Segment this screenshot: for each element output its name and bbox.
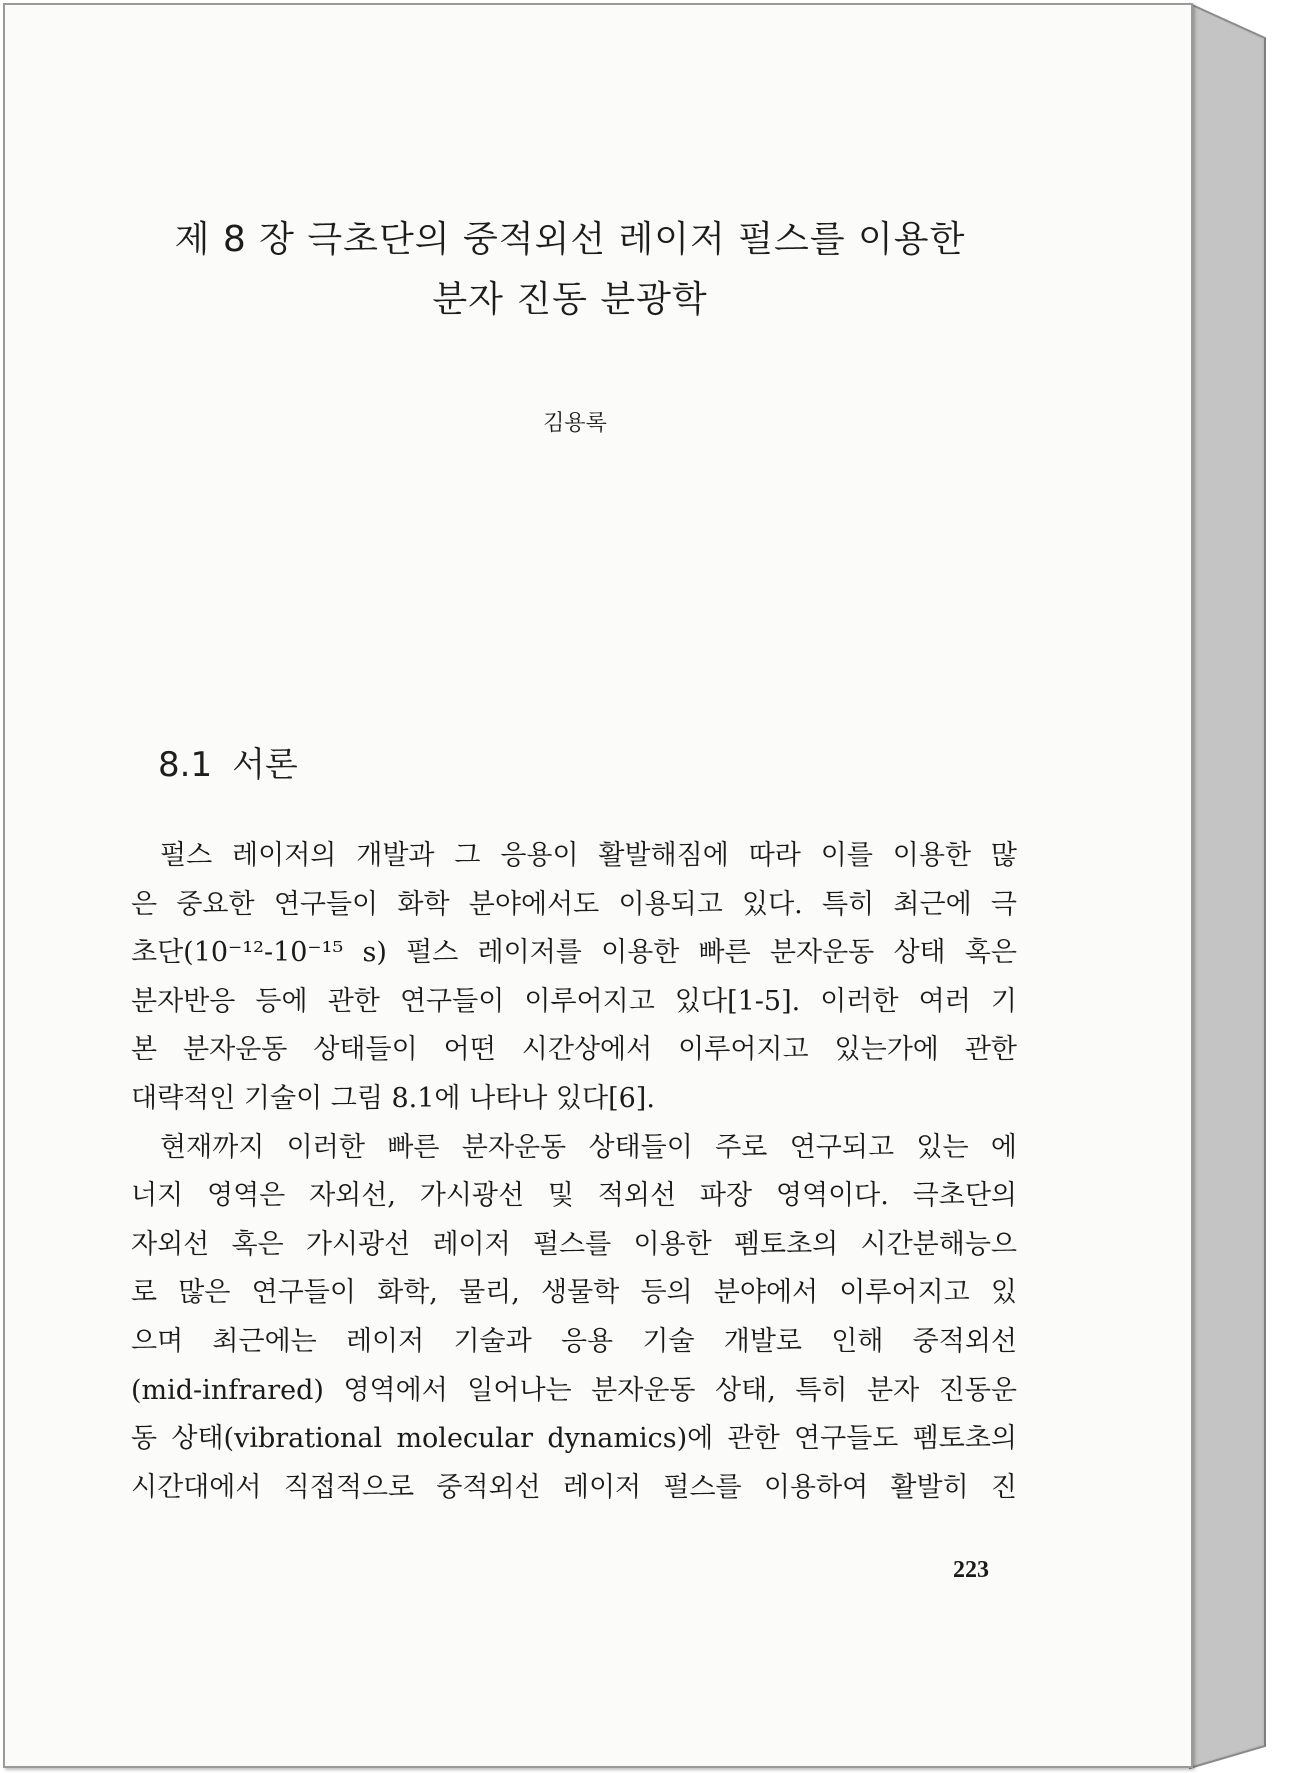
- text-line: 대략적인 기술이 그림 8.1에 나타나 있다[6].: [131, 1082, 655, 1114]
- page-number: 223: [953, 1557, 989, 1583]
- text-line: 분자반응 등에 관한 연구들이 이루어지고 있다[1-5]. 이러한 여러 기: [131, 985, 1017, 1017]
- text-line: 현재까지 이러한 빠른 분자운동 상태들이 주로 연구되고 있는 에: [160, 1131, 1017, 1163]
- section-heading: [158, 737, 318, 786]
- text-line: 시간대에서 직접적으로 중적외선 레이저 펄스를 이용하여 활발히 진: [131, 1471, 1017, 1503]
- section-number: 8.1: [158, 745, 213, 785]
- text-line: 너지 영역은 자외선, 가시광선 및 적외선 파장 영역이다. 극초단의: [131, 1180, 1017, 1212]
- paragraph-2: [131, 1124, 1017, 1513]
- text-line: 로 많은 연구들이 화학, 물리, 생물학 등의 분야에서 이루어지고 있: [131, 1277, 1017, 1309]
- chapter-title: [5, 210, 1135, 330]
- text-line: 본 분자운동 상태들이 어떤 시간상에서 이루어지고 있는가에 관한: [131, 1034, 1017, 1066]
- chapter-title-line1: 제 8 장 극초단의 중적외선 레이저 펄스를 이용한: [174, 219, 966, 260]
- text-line: 은 중요한 연구들이 화학 분야에서도 이용되고 있다. 특히 최근에 극: [131, 888, 1017, 920]
- chapter-title-line2: 분자 진동 분광학: [432, 279, 708, 320]
- section-title: 서론: [232, 745, 298, 785]
- text-line: 초단(10⁻¹²-10⁻¹⁵ s) 펄스 레이저를 이용한 빠른 분자운동 상태 혹은: [131, 937, 1017, 969]
- text-line: 동 상태(vibrational molecular dynamics)에 관한 연구들도 펨토초의: [131, 1423, 1017, 1455]
- text-line: 펄스 레이저의 개발과 그 응용이 활발해짐에 따라 이를 이용한 많: [160, 840, 1017, 871]
- author-name: 김용록: [543, 411, 607, 436]
- text-line: 자외선 혹은 가시광선 레이저 펄스를 이용한 펨토초의 시간분해능으: [131, 1228, 1017, 1260]
- text-line: (mid-infrared) 영역에서 일어나는 분자운동 상태, 특히 분자 진동운: [131, 1374, 1017, 1406]
- body-text: [131, 832, 1017, 1512]
- text-line: 으며 최근에는 레이저 기술과 응용 기술 개발로 인해 중적외선: [131, 1325, 1017, 1357]
- paragraph-1: [131, 832, 1017, 1124]
- book-page: [3, 3, 1193, 1768]
